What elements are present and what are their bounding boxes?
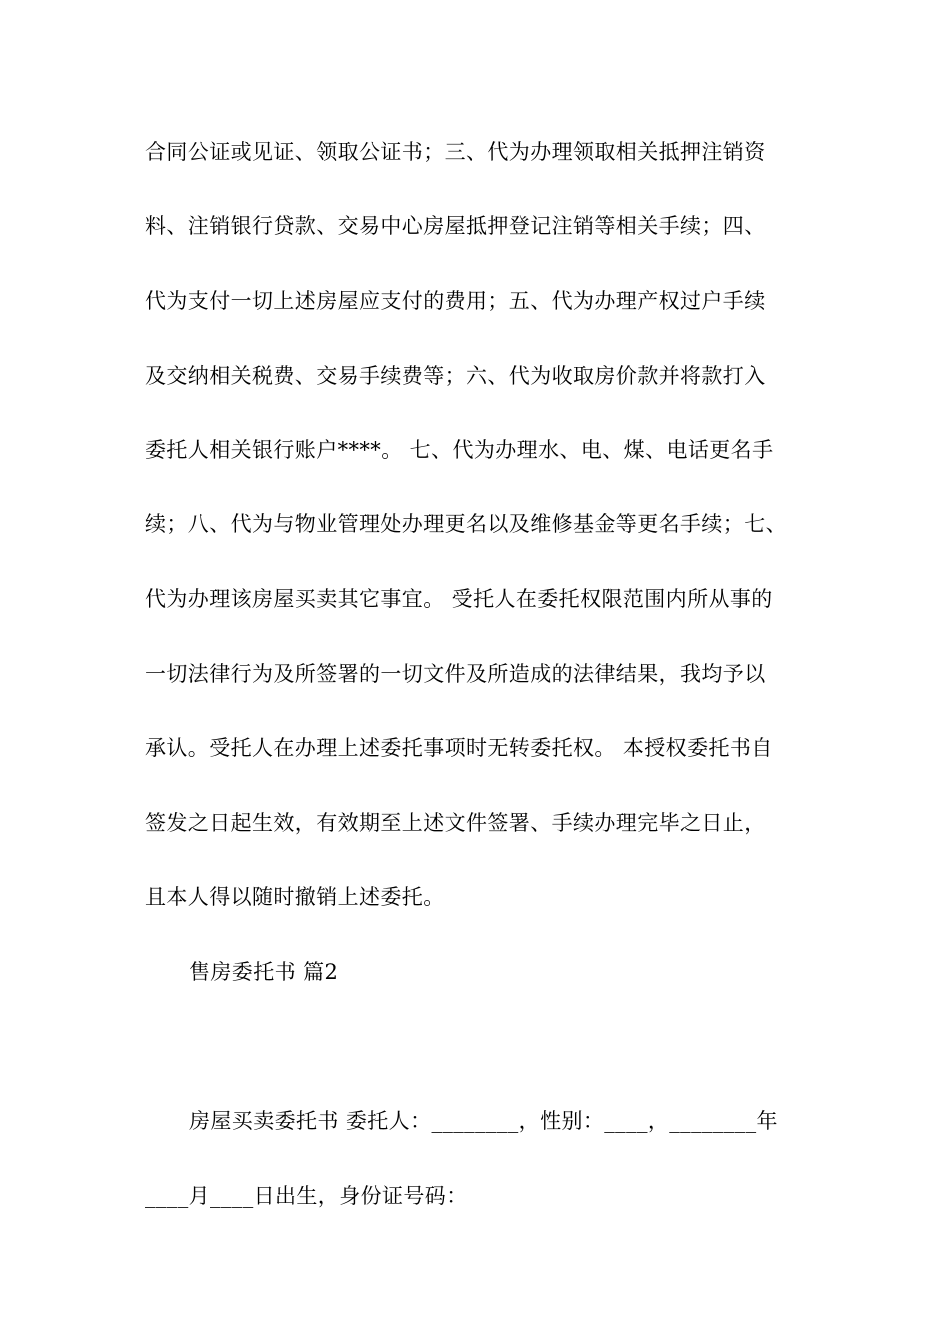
paragraph-line: 委托人相关银行账户****。 七、代为办理水、电、煤、电话更名手 — [145, 438, 774, 462]
paragraph-line: 合同公证或见证、领取公证书；三、代为办理领取相关抵押注销资 — [145, 140, 766, 164]
paragraph-line: 料、注销银行贷款、交易中心房屋抵押登记注销等相关手续；四、 — [145, 214, 766, 238]
paragraph-line: 承认。受托人在办理上述委托事项时无转委托权。 本授权委托书自 — [145, 736, 773, 760]
form-line: 房屋买卖委托书 委托人：________，性别：____，________年 — [189, 1109, 778, 1133]
paragraph-line: 一切法律行为及所签署的一切文件及所造成的法律结果，我均予以 — [145, 662, 766, 686]
paragraph-line: 代为办理该房屋买卖其它事宜。 受托人在委托权限范围内所从事的 — [145, 587, 773, 611]
form-line: ____月____日出生，身份证号码： — [145, 1184, 468, 1208]
paragraph-line: 代为支付一切上述房屋应支付的费用；五、代为办理产权过户手续 — [145, 289, 766, 313]
paragraph-line: 且本人得以随时撤销上述委托。 — [145, 885, 445, 909]
paragraph-line: 及交纳相关税费、交易手续费等；六、代为收取房价款并将款打入 — [145, 364, 766, 388]
section-heading: 售房委托书 篇2 — [189, 960, 339, 984]
paragraph-line: 续；八、代为与物业管理处办理更名以及维修基金等更名手续；七、 — [145, 512, 787, 536]
paragraph-line: 签发之日起生效，有效期至上述文件签署、手续办理完毕之日止， — [145, 811, 766, 835]
